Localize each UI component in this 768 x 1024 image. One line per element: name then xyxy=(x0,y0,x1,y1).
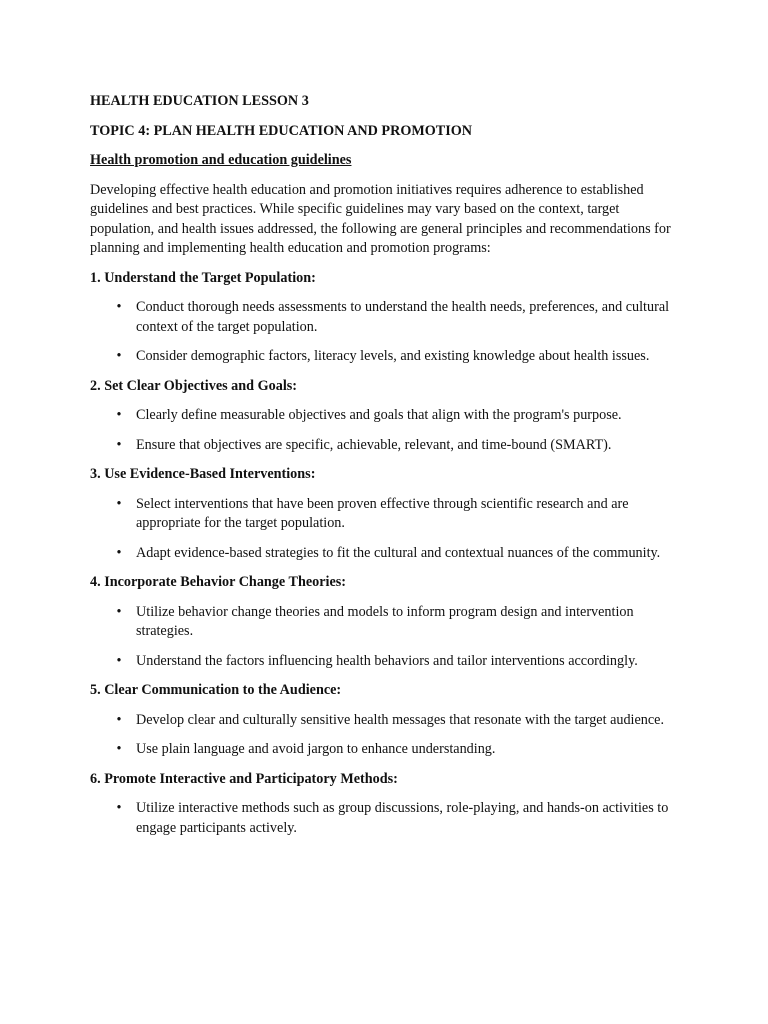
section-4 xyxy=(90,573,680,671)
bullet-dot-icon: • xyxy=(116,741,122,757)
list-item-text: Use plain language and avoid jargon to enhance understanding. xyxy=(136,741,496,757)
bullet-dot-icon: • xyxy=(116,800,122,816)
list-item xyxy=(90,298,680,337)
bullet-dot-icon: • xyxy=(116,652,122,669)
list-item-text: Consider demographic factors, literacy levels, and existing knowledge about health issues. xyxy=(136,348,650,364)
list-item-text: Adapt evidence-based strategies to fit the cultural and contextual nuances of the community. xyxy=(136,544,661,561)
list-item-text: Conduct thorough needs assessments to understand the health needs, preferences, and cultural context of the target population. xyxy=(136,299,670,335)
section-title: 2. Set Clear Objectives and Goals: xyxy=(90,377,298,394)
list-item xyxy=(90,406,680,426)
intro-paragraph: Developing effective health education and promotion initiatives requires adherence to established guidelines and best practices. While specific guidelines may vary based on the context, target population, and health issues addressed, the following are general principles and recommendations for planning and implementing health education and promotion programs: xyxy=(90,181,671,256)
bullet-list xyxy=(90,298,680,367)
lesson-title: HEALTH EDUCATION LESSON 3 xyxy=(90,93,309,109)
section-6 xyxy=(90,770,680,839)
list-item-text: Utilize interactive methods such as group discussions, role-playing, and hands-on activities to engage participants actively. xyxy=(136,800,669,836)
bullet-dot-icon: • xyxy=(116,711,122,728)
section-2 xyxy=(90,377,680,456)
bullet-list xyxy=(90,406,680,455)
section-3 xyxy=(90,465,680,563)
bullet-list xyxy=(90,603,680,672)
section-title: 1. Understand the Target Population: xyxy=(90,269,316,286)
section-1 xyxy=(90,269,680,367)
section-title: 4. Incorporate Behavior Change Theories: xyxy=(90,574,347,590)
list-item-text: Develop clear and culturally sensitive health messages that resonate with the target audience. xyxy=(136,711,665,728)
list-item-text: Clearly define measurable objectives and goals that align with the program's purpose. xyxy=(136,407,622,423)
list-item-text: Select interventions that have been proven effective through scientific research and are appropriate for the target population. xyxy=(136,495,629,531)
section-5 xyxy=(90,681,680,760)
bullet-dot-icon: • xyxy=(116,436,122,453)
list-item-text: Understand the factors influencing health behaviors and tailor interventions accordingly. xyxy=(136,652,638,669)
topic-title: TOPIC 4: PLAN HEALTH EDUCATION AND PROMOTION xyxy=(90,122,473,139)
list-item xyxy=(90,347,680,367)
list-item xyxy=(90,711,680,731)
bullet-dot-icon: • xyxy=(116,603,122,620)
list-item xyxy=(90,652,680,672)
bullet-dot-icon: • xyxy=(116,495,122,512)
bullet-list xyxy=(90,799,680,838)
bullet-dot-icon: • xyxy=(116,407,122,423)
bullet-dot-icon: • xyxy=(116,544,122,561)
bullet-list xyxy=(90,495,680,564)
list-item xyxy=(90,740,680,760)
list-item xyxy=(90,603,680,642)
bullet-dot-icon: • xyxy=(116,348,122,364)
list-item-text: Ensure that objectives are specific, achievable, relevant, and time-bound (SMART). xyxy=(136,436,612,453)
list-item-text: Utilize behavior change theories and models to inform program design and intervention strategies. xyxy=(136,603,634,639)
guidelines-heading: Health promotion and education guidelines xyxy=(90,152,352,168)
list-item xyxy=(90,495,680,534)
section-title: 6. Promote Interactive and Participatory Methods: xyxy=(90,770,398,787)
bullet-dot-icon: • xyxy=(116,299,122,315)
section-title: 5. Clear Communication to the Audience: xyxy=(90,682,342,698)
list-item xyxy=(90,799,680,838)
document-content xyxy=(90,92,680,848)
list-item xyxy=(90,436,680,456)
list-item xyxy=(90,544,680,564)
section-title: 3. Use Evidence-Based Interventions: xyxy=(90,466,316,482)
bullet-list xyxy=(90,711,680,760)
